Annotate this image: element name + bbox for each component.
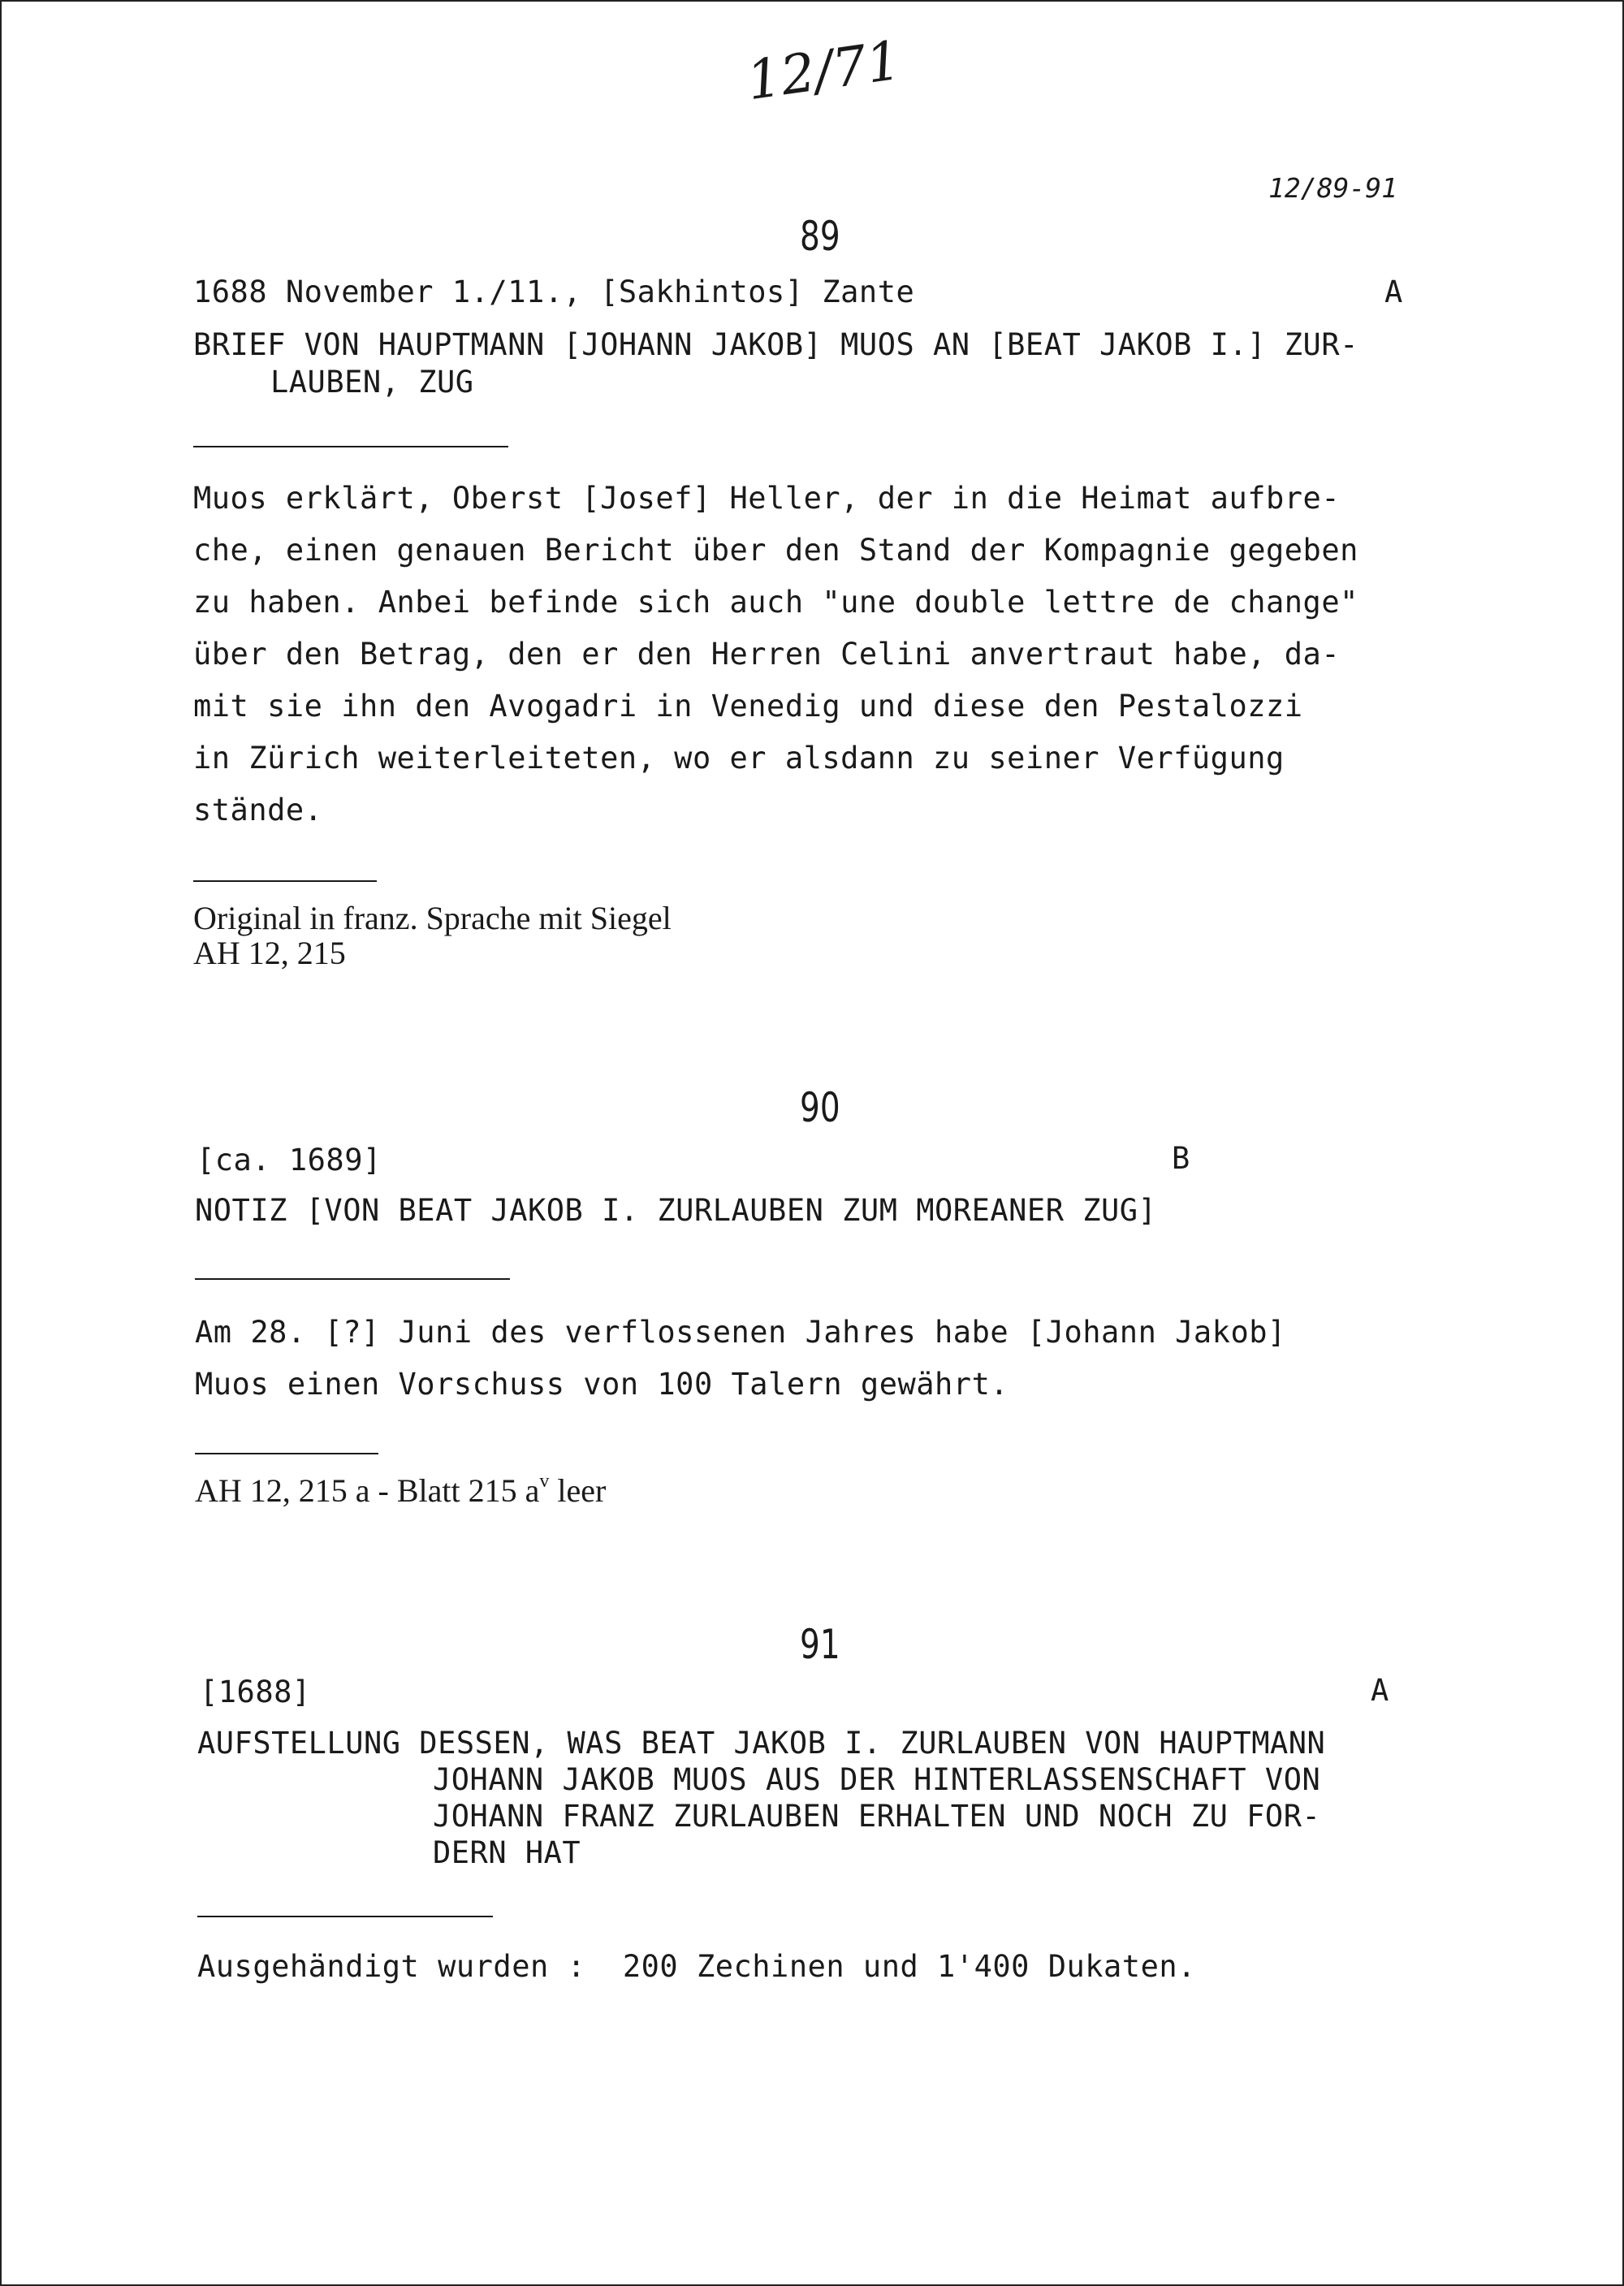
separator-rule [195,1453,378,1454]
entry-91-title-line-4: DERN HAT [433,1835,581,1870]
handwritten-archive-mark: 12/71 [743,28,905,113]
entry-91-code: A [1371,1673,1389,1708]
entry-91-title-line-3: JOHANN FRANZ ZURLAUBEN ERHALTEN UND NOCH ZU FOR- [433,1799,1321,1834]
summary-line: Muos einen Vorschuss von 100 Talern gewährt. [195,1367,1009,1402]
summary-line: mit sie ihn den Avogadri in Venedig und diese den Pestalozzi [193,689,1303,724]
entry-number-91: 91 [800,1621,840,1668]
summary-line: über den Betrag, den er den Herren Celini anvertraut habe, da- [193,637,1341,672]
summary-line: in Zürich weiterleiteten, wo er alsdann zu seiner Verfügung [193,741,1285,776]
entry-91-summary: Ausgehändigt wurden : 200 Zechinen und 1'400 Dukaten. [197,1949,1196,1984]
page-reference: 12/89-91 [1268,172,1397,204]
entry-89-title-line-1: BRIEF VON HAUPTMANN [JOHANN JAKOB] MUOS AN [BEAT JAKOB I.] ZUR- [193,327,1358,362]
separator-rule [195,1278,510,1280]
entry-89-title-line-2: LAUBEN, ZUG [270,365,474,400]
summary-line: zu haben. Anbei befinde sich auch "une double lettre de change" [193,585,1358,620]
entry-90-title: NOTIZ [VON BEAT JAKOB I. ZURLAUBEN ZUM MOREANER ZUG] [195,1193,1157,1228]
summary-line: Am 28. [?] Juni des verflossenen Jahres habe [Johann Jakob] [195,1315,1286,1350]
entry-91-date-place: [1688] [200,1675,311,1709]
entry-90-code: B [1172,1141,1190,1176]
separator-rule [193,880,377,882]
separator-rule [193,446,508,447]
entry-89-source-line-1: Original in franz. Sprache mit Siegel [193,900,672,936]
summary-line: stände. [193,793,323,828]
separator-rule [197,1916,493,1917]
entry-91-title-line-2: JOHANN JAKOB MUOS AUS DER HINTERLASSENSCHAFT VON [433,1762,1321,1797]
entry-89-date-place: 1688 November 1./11., [Sakhintos] Zante [193,274,915,309]
entry-90-summary [195,1315,1462,1412]
summary-line: che, einen genauen Bericht über den Stand der Kompagnie gegeben [193,533,1358,568]
entry-90-date-place: [ca. 1689] [197,1143,382,1178]
source-main: AH 12, 215 a - Blatt 215 a [195,1472,540,1509]
entry-90-source [195,1471,606,1510]
entry-number-90: 90 [800,1084,840,1131]
summary-line: Muos erklärt, Oberst [Josef] Heller, der in die Heimat aufbre- [193,481,1341,516]
entry-89-code: A [1384,274,1403,309]
entry-89-source-line-2: AH 12, 215 [193,935,346,971]
source-superscript: v [539,1471,550,1492]
entry-89-summary [193,481,1460,838]
entry-91-title-head: AUFSTELLUNG DESSEN, WAS BEAT JAKOB I. ZURLAUBEN VON HAUPTMANN [197,1726,1326,1761]
source-tail: leer [549,1472,607,1509]
entry-number-89: 89 [800,213,840,260]
